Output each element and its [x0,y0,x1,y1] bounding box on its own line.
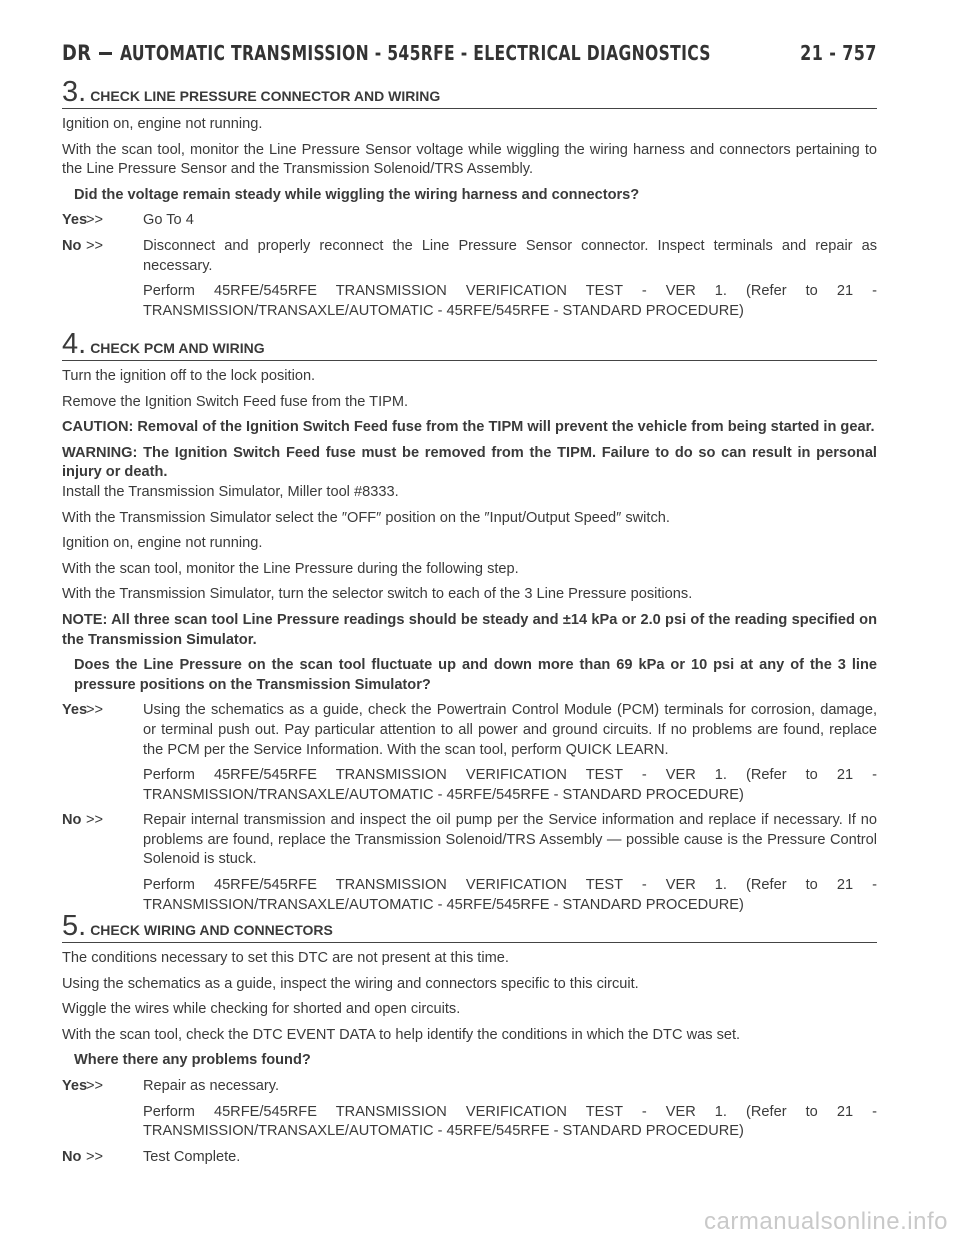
answer-label: No [62,812,82,829]
answer-label: No [62,1148,82,1165]
step-5 [62,912,877,1167]
step-text: Using the schematics as a guide, inspect the wiring and connectors specific to this circuit. [62,975,639,992]
answer-text: Go To 4 [143,212,194,229]
answer-arrow: >> [86,702,104,719]
step-3-heading [62,78,877,109]
header-title: AUTOMATIC TRANSMISSION - 545RFE - ELECTRICAL DIAGNOSTICS [119,41,711,65]
step-question: Does the Line Pressure on the scan tool fluctuate up and down more than 69 kPa or 10 psi at any of the 3 line pressure positions on the Transmission Simulator? [74,657,877,693]
step-text: Remove the Ignition Switch Feed fuse from the TIPM. [62,393,409,410]
step-4-heading [62,330,877,361]
step-4 [62,330,877,915]
step-text: With the Transmission Simulator select the ″OFF″ position on the ″Input/Output Speed″ switch. [62,509,670,526]
header-model: DR [62,41,92,65]
answer-label: Yes [62,1077,88,1094]
answer-arrow: >> [86,237,104,254]
note: NOTE: All three scan tool Line Pressure readings should be steady and ±14 kPa or 2.0 psi of the reading specified on the Transmission Simulator. [62,611,877,648]
step-text: Wiggle the wires while checking for shorted and open circuits. [62,1001,461,1018]
step-title: CHECK WIRING AND CONNECTORS [90,922,333,938]
step-text: Turn the ignition off to the lock position. [62,368,316,384]
step-title: CHECK PCM AND WIRING [90,340,265,356]
answer-arrow: >> [86,1077,104,1094]
step-text: With the scan tool, monitor the Line Pressure Sensor voltage while wiggling the wiring harness and connectors pertaining to the Line Pressure Sensor and the Transmission Solenoid/TRS Assembly. [62,141,877,178]
answer-no [62,237,877,321]
step-text: Ignition on, engine not running. [62,535,263,552]
answer-no [62,1148,877,1168]
answer-label: No [62,237,82,254]
answer-text: Perform 45RFE/545RFE TRANSMISSION VERIFICATION TEST - VER 1. (Refer to 21 - TRANSMISSION/TRANSAXLE/AUTOMATIC - 45RFE/545RFE - STANDARD PROCEDURE) [143,1103,877,1140]
answer-text: Disconnect and properly reconnect the Line Pressure Sensor connector. Inspect terminals and repair as necessary. [143,237,877,274]
step-text: With the Transmission Simulator, turn the selector switch to each of the 3 Line Pressure positions. [62,586,693,603]
step-question: Where there any problems found? [74,1052,311,1069]
step-text: Ignition on, engine not running. [62,116,263,132]
answer-arrow: >> [86,1148,104,1165]
step-text: The conditions necessary to set this DTC are not present at this time. [62,950,509,966]
warning-note: WARNING: The Ignition Switch Feed fuse must be removed from the TIPM. Failure to do so can result in personal injury or death. [62,444,877,481]
answer-label: Yes [62,212,88,229]
step-title: CHECK LINE PRESSURE CONNECTOR AND WIRING [90,88,441,104]
answer-label: Yes [62,702,88,719]
step-3 [62,78,877,321]
answer-text: Repair as necessary. [143,1077,279,1094]
answer-yes [62,701,877,805]
step-5-heading [62,912,877,943]
page-header [62,38,877,68]
step-question: Did the voltage remain steady while wiggling the wiring harness and connectors? [74,186,640,203]
answer-no [62,811,877,915]
header-page-number: 21 - 757 [800,41,877,65]
header-rule [99,52,112,55]
answer-yes [62,1077,877,1142]
answer-arrow: >> [86,812,104,829]
step-text: With the scan tool, monitor the Line Pressure during the following step. [62,560,519,577]
answer-text: Repair internal transmission and inspect the oil pump per the Service information and replace if necessary. If no problems are found, replace the Transmission Solenoid/TRS Assembly — possible cause is the Pressure Control Solenoid is stuck. [143,812,877,868]
answer-arrow: >> [86,212,104,229]
answer-text: Perform 45RFE/545RFE TRANSMISSION VERIFICATION TEST - VER 1. (Refer to 21 - TRANSMISSION/TRANSAXLE/AUTOMATIC - 45RFE/545RFE - STANDARD PROCEDURE) [143,877,877,913]
caution-note: CAUTION: Removal of the Ignition Switch Feed fuse from the TIPM will prevent the vehicle from being started in gear. [62,419,875,436]
step-number: 5. [62,910,87,942]
step-text: With the scan tool, check the DTC EVENT DATA to help identify the conditions in which the DTC was set. [62,1026,741,1043]
watermark: carmanualsonline.info [704,1208,948,1235]
answer-text: Perform 45RFE/545RFE TRANSMISSION VERIFICATION TEST - VER 1. (Refer to 21 - TRANSMISSION/TRANSAXLE/AUTOMATIC - 45RFE/545RFE - STANDARD PROCEDURE) [143,767,877,803]
answer-text: Test Complete. [143,1148,241,1165]
answer-yes [62,211,877,231]
step-number: 3. [62,76,87,108]
step-text: Install the Transmission Simulator, Miller tool #8333. [62,483,399,500]
answer-text: Perform 45RFE/545RFE TRANSMISSION VERIFICATION TEST - VER 1. (Refer to 21 - TRANSMISSION/TRANSAXLE/AUTOMATIC - 45RFE/545RFE - STANDARD PROCEDURE) [143,283,877,319]
step-number: 4. [62,328,87,360]
answer-text: Using the schematics as a guide, check the Powertrain Control Module (PCM) terminals for corrosion, damage, or terminal push out. Pay particular attention to all power and ground circuits. If no problems are found, replace the PCM per the Service Information. With the scan tool, perform QUICK LEARN. [143,702,877,758]
